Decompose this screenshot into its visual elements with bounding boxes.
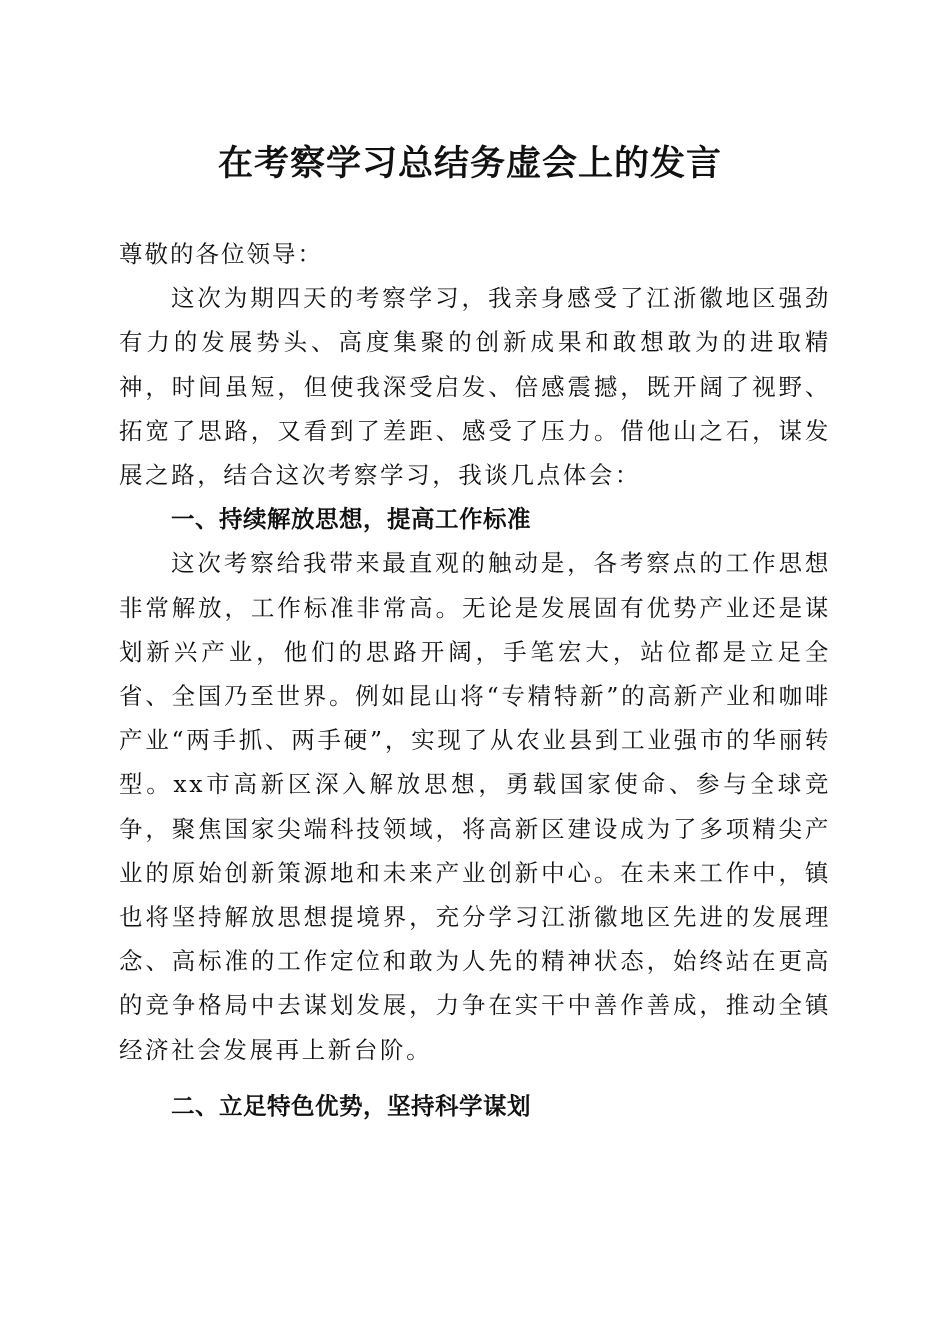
intro-paragraph: 这次为期四天的考察学习，我亲身感受了江浙徽地区强劲有力的发展势头、高度集聚的创新成果和敢想敢为的进取精神，时间虽短，但使我深受启发、倍感震撼，既开阔了视野、拓宽了思路，又看到了差距、感受了压力。借他山之石，谋发展之路，结合这次考察学习，我谈几点体会： xyxy=(119,284,831,490)
section-1-heading: 一、持续解放思想，提高工作标准 xyxy=(171,505,531,534)
salutation: 尊敬的各位领导： xyxy=(119,240,323,268)
document-body xyxy=(119,232,831,1128)
section-1-paragraph: 这次考察给我带来最直观的触动是，各考察点的工作思想非常解放，工作标准非常高。无论是发展固有优势产业还是谋划新兴产业，他们的思路开阔，手笔宏大，站位都是立足全省、全国乃至世界。例如昆山将“专精特新”的高新产业和咖啡产业“两手抓、两手硬”，实现了从农业县到工业强市的华丽转型。xx市高新区深入解放思想，勇载国家使命、参与全球竞争，聚焦国家尖端科技领域，将高新区建设成为了多项精尖产业的原始创新策源地和未来产业创新中心。在未来工作中，镇也将坚持解放思想提境界，充分学习江浙徽地区先进的发展理念、高标准的工作定位和敢为人先的精神状态，始终站在更高的竞争格局中去谋划发展，力争在实干中善作善成，推动全镇经济社会发展再上新台阶。 xyxy=(119,549,831,1064)
section-2-heading: 二、立足特色优势，坚持科学谋划 xyxy=(171,1091,531,1120)
document-title: 在考察学习总结务虚会上的发言 xyxy=(217,143,722,184)
